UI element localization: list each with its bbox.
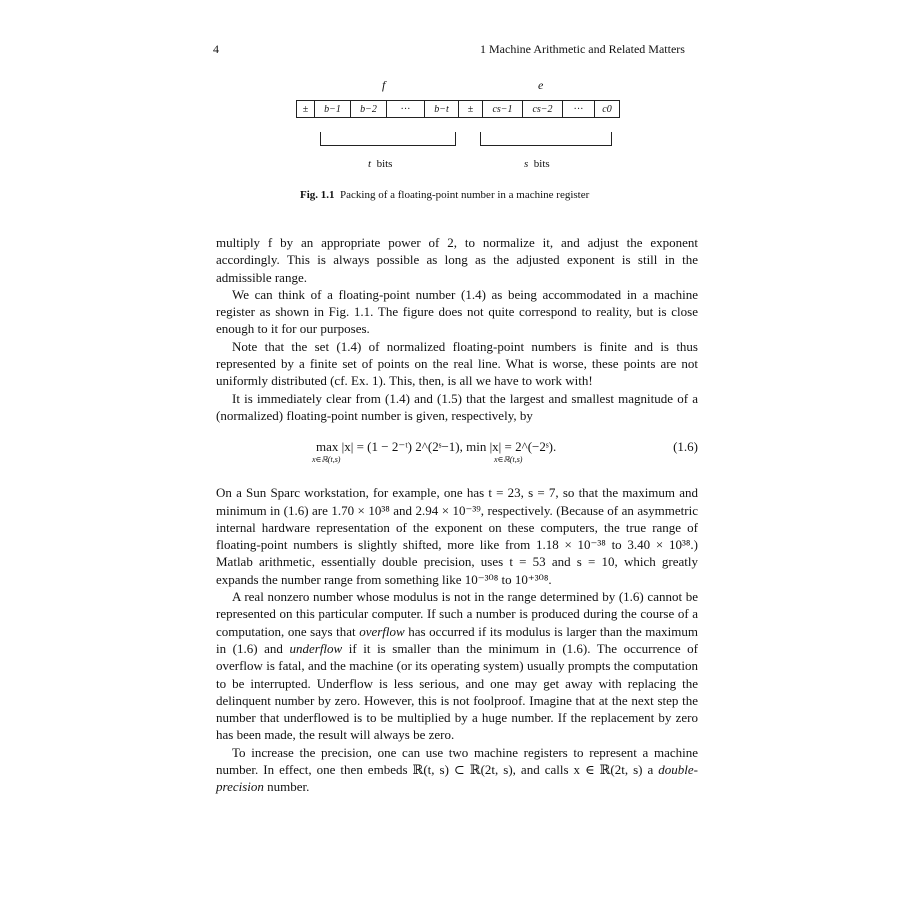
paragraph: multiply f by an appropriate power of 2, to normalize it, and adjust the exponent accordingly. This is always possible as long as the adjusted exponent is still in the admissible range. [216, 235, 698, 285]
running-head: 1 Machine Arithmetic and Related Matters [480, 42, 685, 56]
equation-number: (1.6) [673, 439, 698, 455]
equation-subscript: x∈ℝ(t,s) [312, 455, 341, 465]
register-cell: c0 [602, 103, 612, 115]
exponent-sign-cell: ± [459, 101, 483, 117]
exponent-label: e [538, 78, 544, 92]
fraction-label: f [382, 78, 386, 92]
register-cell: b−1 [315, 101, 351, 117]
paragraph: On a Sun Sparc workstation, for example, one has t = 23, s = 7, so that the maximum and minimum in (1.6) are 1.70 × 10³⁸ and 2.94 × 10⁻³⁹, respectively. (Because of an asymmetric internal hardware representation of the exponent on these computers, the true range of floating-point numbers is slightly shifted, more like from 1.18 × 10⁻³⁸ to 3.40 × 10³⁸.) Matlab arithmetic, essentially double precision, uses t = 53 and s = 10, which greatly expands the number range from something like 10⁻³⁰⁸ to 10⁺³⁰⁸. [216, 485, 698, 587]
s-bits-bracket [480, 132, 612, 146]
body-text [216, 234, 698, 796]
fraction-sign-cell: ± [297, 101, 315, 117]
paragraph: A real nonzero number whose modulus is not in the range determined by (1.6) cannot be represented on this particular computer. If such a number is produced during the course of a computation, one says that overflow has occurred if its modulus is larger than the maximum in (1.6) and underflow if it is smaller than the minimum in (1.6). The occurrence of overflow is fatal, and the machine (or its operating system) usually prompts the computation to be interrupted. Underflow is less serious, and one may get away with replacing the delinquent number by zero. However, this is not foolproof. Imagine that at the next step the number that underflowed is to be multiplied by a huge number. If the replacement by zero has been made, the result will always be zero. [216, 589, 699, 743]
register-cell: cs−1 [483, 101, 523, 117]
underflow-term: underflow [289, 640, 343, 656]
equation-1-6 [216, 436, 698, 472]
page-number: 4 [213, 42, 219, 56]
paragraph: Note that the set (1.4) of normalized floating-point numbers is finite and is thus represented by a finite set of points on the real line. What is worse, these points are not uniformly distributed (cf. Ex. 1). This, then, is all we have to work with! [216, 338, 698, 389]
s-bits-label: s bits [524, 158, 550, 170]
paragraph: To increase the precision, one can use two machine registers to represent a machine number. In effect, one then embeds ℝ(t, s) ⊂ ℝ(2t, s), and calls x ∈ ℝ(2t, s) a double-precision number. [216, 744, 698, 795]
register-figure [296, 78, 616, 174]
t-bits-label: t bits [368, 158, 393, 170]
equation-body: max |x| = (1 − 2⁻ᵗ) 2^(2ˢ−1), min |x| = 2^(−2ˢ). [316, 439, 557, 455]
double-precision-term: double-precision [216, 762, 698, 795]
overflow-term: overflow [359, 623, 405, 639]
paragraph: We can think of a floating-point number (1.4) as being accommodated in a machine register as shown in Fig. 1.1. The figure does not quite correspond to reality, but is close enough to it for our purposes. [216, 286, 698, 337]
machine-register [296, 100, 620, 118]
equation-subscript: x∈ℝ(t,s) [494, 455, 523, 465]
register-cell: ··· [387, 101, 425, 117]
register-cell: b−2 [351, 101, 387, 117]
t-bits-bracket [320, 132, 456, 146]
register-cell: ··· [563, 101, 595, 117]
register-cell: b−t [425, 101, 459, 117]
paragraph: It is immediately clear from (1.4) and (1.5) that the largest and smallest magnitude of a (normalized) floating-point number is given, respectively, by [216, 390, 698, 423]
figure-caption: Fig. 1.1 Packing of a floating-point number in a machine register [300, 189, 590, 201]
register-cell: cs−2 [523, 101, 563, 117]
